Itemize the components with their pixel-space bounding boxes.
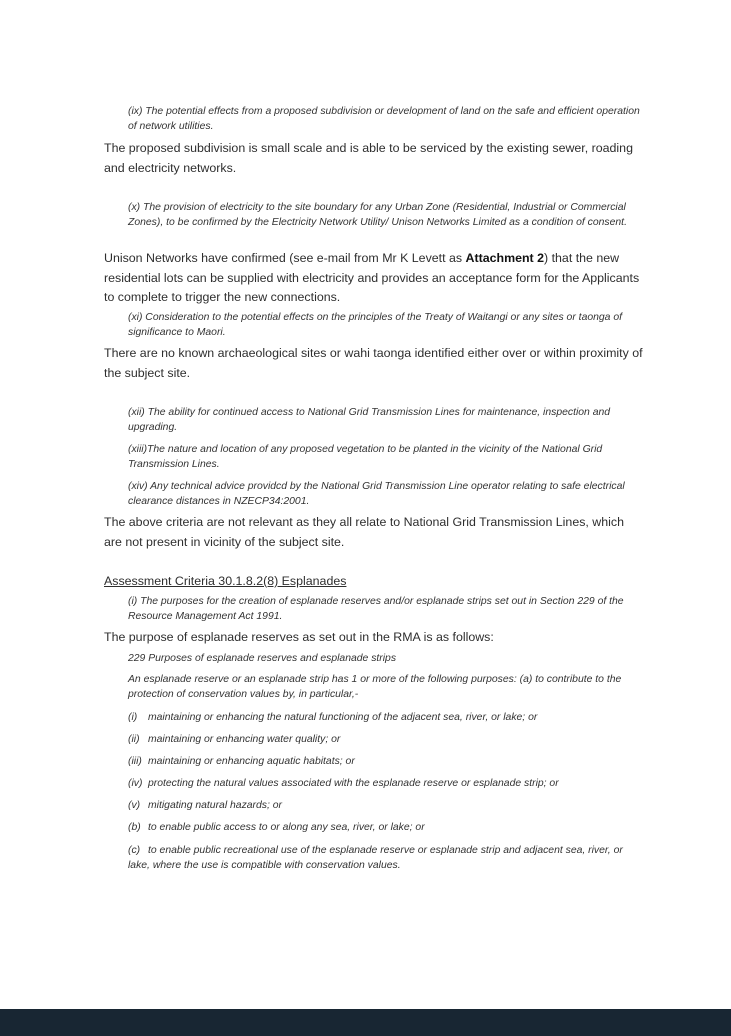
- paragraph-archaeological: There are no known archaeological sites or wahi taonga identified either over or within proximity of the subject site.: [104, 346, 643, 380]
- quote-criterion-xi: (xi) Consideration to the potential effects on the principles of the Treaty of Waitangi or any sites or taonga of significance to Maori.: [128, 312, 623, 338]
- list-item-text: mitigating natural hazards; or: [148, 800, 282, 811]
- list-item-number: (i): [128, 712, 138, 723]
- quote-criterion-x: (x) The provision of electricity to the site boundary for any Urban Zone (Residential, Industrial or Commercial Zones), to be confirmed by the Electricity Network Utility/ Unison Networks Limited as a condition of consent.: [128, 202, 627, 228]
- paragraph-unison-confirmation: [104, 249, 644, 308]
- list-item-text: maintaining or enhancing water quality; or: [148, 734, 341, 745]
- list-item: [128, 754, 644, 769]
- list-item-number: (iv): [128, 778, 143, 789]
- list-item-number: (v): [128, 800, 141, 811]
- list-item-text: maintaining or enhancing the natural functioning of the adjacent sea, river, or lake; or: [148, 712, 538, 723]
- list-item-text: protecting the natural values associated with the esplanade reserve or esplanade strip; or: [148, 778, 559, 789]
- paragraph-rma-purpose: The purpose of esplanade reserves as set out in the RMA is as follows:: [104, 630, 494, 644]
- list-item: [128, 798, 644, 813]
- list-item-text: to enable public access to or along any sea, river, or lake; or: [148, 822, 425, 833]
- quote-criterion-xii: (xii) The ability for continued access to National Grid Transmission Lines for maintenance, inspection and upgrading.: [128, 407, 611, 433]
- quote-criterion-xiii: (xiii)The nature and location of any proposed vegetation to be planted in the vicinity of the National Grid Transmission Lines.: [128, 444, 603, 470]
- paragraph-national-grid: The above criteria are not relevant as they all relate to National Grid Transmission Lines, which are not present in vicinity of the subject site.: [104, 515, 624, 549]
- paragraph-text: Unison Networks have confirmed (see e-mail from Mr K Levett as: [104, 251, 466, 265]
- list-item-number: (c): [128, 845, 141, 856]
- list-item: [128, 843, 644, 873]
- quote-criterion-xiv: (xiv) Any technical advice providcd by the National Grid Transmission Line operator relating to safe electrical clearance distances in NZECP34:2001.: [128, 481, 625, 507]
- list-item: [128, 820, 644, 835]
- quote-section-229-intro: An esplanade reserve or an esplanade strip has 1 or more of the following purposes: (a) to contribute to the protection of conservation values by, in particular,-: [128, 674, 622, 700]
- list-item-number: (ii): [128, 734, 140, 745]
- quote-criterion-i: (i) The purposes for the creation of esplanade reserves and/or esplanade strips set out in Section 229 of the Resource Management Act 1991.: [128, 596, 624, 622]
- list-item: [128, 732, 644, 747]
- section-heading-esplanades: Assessment Criteria 30.1.8.2(8) Esplanades: [104, 574, 347, 588]
- list-item-text: maintaining or enhancing aquatic habitats; or: [148, 756, 355, 767]
- list-item: [128, 776, 644, 791]
- quote-section-229-title: 229 Purposes of esplanade reserves and esplanade strips: [128, 653, 397, 664]
- list-item-number: (b): [128, 822, 141, 833]
- footer-bar: [0, 1009, 731, 1036]
- attachment-reference: Attachment 2: [465, 251, 545, 265]
- quote-criterion-ix: (ix) The potential effects from a proposed subdivision or development of land on the safe and efficient operation of network utilities.: [128, 106, 640, 132]
- paragraph-network-servicing: The proposed subdivision is small scale and is able to be serviced by the existing sewer, roading and electricity networks.: [104, 141, 633, 175]
- list-item-text: to enable public recreational use of the esplanade reserve or esplanade strip and adjacent sea, river, or lake, where the use is compatible with conservation values.: [128, 845, 623, 871]
- list-item-number: (iii): [128, 756, 142, 767]
- list-item: [128, 710, 644, 725]
- paragraph-text: ) that the new residential lots can be supplied with electricity and provides an acceptance form for the Applicants to complete to trigger the new connections.: [104, 251, 640, 305]
